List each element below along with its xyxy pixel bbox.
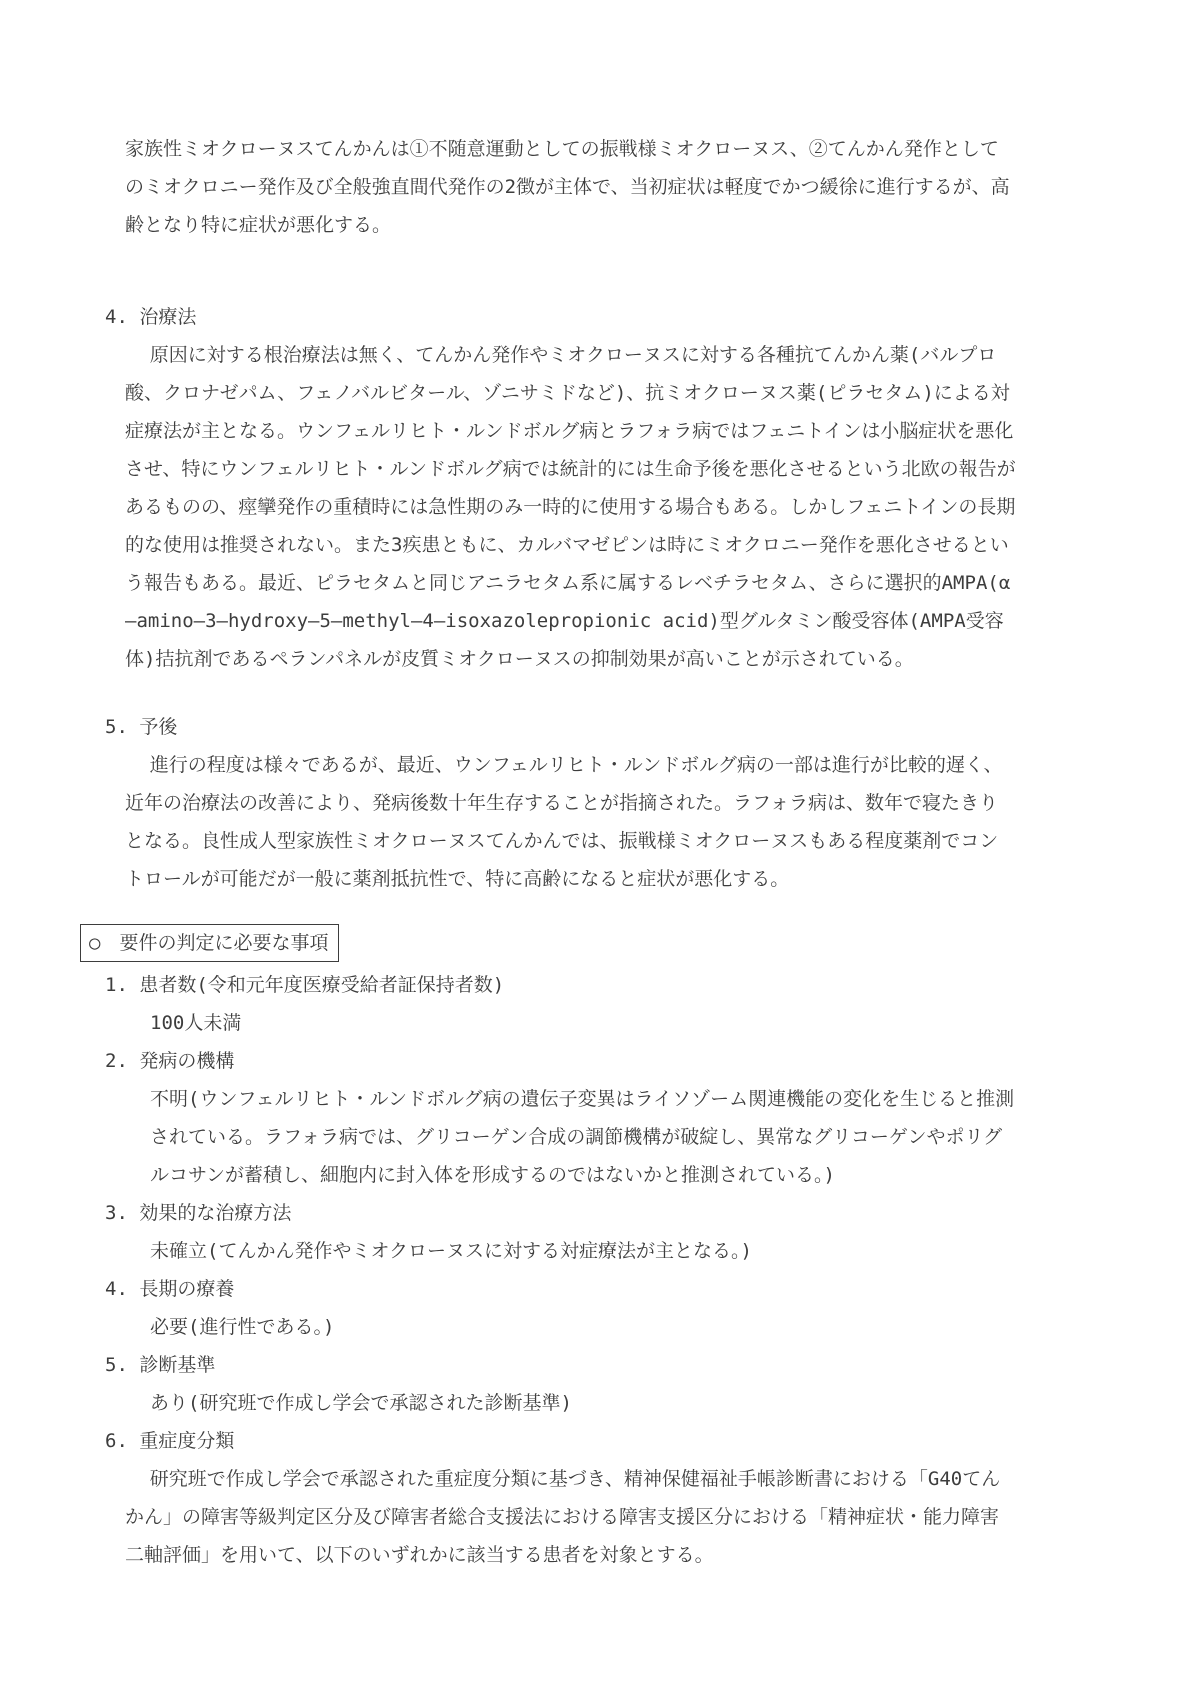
requirement-item-3-label: 3. 効果的な治療方法 — [105, 1202, 292, 1224]
requirement-item-2-label: 2. 発病の機構 — [105, 1050, 235, 1072]
requirement-item-5-label: 5. 診断基準 — [105, 1354, 216, 1376]
requirement-item-2-body: 不明(ウンフェルリヒト・ルンドボルグ病の遺伝子変異はライソゾーム関連機能の変化を生じると推測されている。ラフォラ病では、グリコーゲン合成の調節機構が破綻し、異常なグリコーゲンやポリグルコサンが蓄積し、細胞内に封入体を形成するのではないかと推測されている。) — [150, 1088, 1015, 1186]
requirement-item-4-label: 4. 長期の療養 — [105, 1278, 235, 1300]
requirement-item-long-term-care — [105, 1270, 1016, 1346]
requirement-item-1-label: 1. 患者数(令和元年度医療受給者証保持者数) — [105, 974, 505, 996]
section-prognosis-heading: 5. 予後 — [105, 716, 178, 738]
section-treatment-heading: 4. 治療法 — [105, 306, 197, 328]
requirements-section — [89, 924, 1016, 1574]
requirement-item-severity-classification — [105, 1422, 1016, 1574]
section-prognosis — [105, 708, 1016, 898]
requirement-item-6-label: 6. 重症度分類 — [105, 1430, 235, 1452]
requirements-heading-wrap — [80, 924, 1016, 962]
section-prognosis-body: 進行の程度は様々であるが、最近、ウンフェルリヒト・ルンドボルグ病の一部は進行が比較的遅く、近年の治療法の改善により、発病後数十年生存することが指摘された。ラフォラ病は、数年で寝たきりとなる。良性成人型家族性ミオクローヌスてんかんでは、振戦様ミオクローヌスもある程度薬剤でコントロールが可能だが一般に薬剤抵抗性で、特に高齢になると症状が悪化する。 — [125, 754, 1003, 890]
requirement-item-diagnostic-criteria — [105, 1346, 1016, 1422]
requirements-heading: ○ 要件の判定に必要な事項 — [80, 924, 339, 962]
section-treatment-body: 原因に対する根治療法は無く、てんかん発作やミオクローヌスに対する各種抗てんかん薬(バルプロ酸、クロナゼパム、フェノバルビタール、ゾニサミドなど)、抗ミオクローヌス薬(ピラセタム)による対症療法が主となる。ウンフェルリヒト・ルンドボルグ病とラフォラ病ではフェニトインは小脳症状を悪化させ、特にウンフェルリヒト・ルンドボルグ病では統計的には生命予後を悪化させるという北欧の報告があるものの、痙攣発作の重積時には急性期のみ一時的に使用する場合もある。しかしフェニトインの長期的な使用は推奨されない。また3疾患ともに、カルバマゼピンは時にミオクロニー発作を悪化させるという報告もある。最近、ピラセタムと同じアニラセタム系に属するレベチラセタム、さらに選択的AMPA(α—amino—3—hydroxy—5—methyl—4—isoxazolepropionic acid)型グルタミン酸受容体(AMPA受容体)拮抗剤であるペランパネルが皮質ミオクローヌスの抑制効果が高いことが示されている。 — [125, 344, 1016, 670]
requirement-item-6-body: 研究班で作成し学会で承認された重症度分類に基づき、精神保健福祉手帳診断書における「G40てんかん」の障害等級判定区分及び障害者総合支援法における障害支援区分における「精神症状・能力障害二軸評価」を用いて、以下のいずれかに該当する患者を対象とする。 — [125, 1468, 1001, 1566]
section-treatment — [105, 298, 1016, 678]
intro-paragraph: 家族性ミオクローヌスてんかんは①不随意運動としての振戦様ミオクローヌス、②てんかん発作としてのミオクロニー発作及び全般強直間代発作の2徴が主体で、当初症状は軽度でかつ緩徐に進行するが、高齢となり特に症状が悪化する。 — [125, 138, 1010, 236]
requirement-item-4-body: 必要(進行性である。) — [150, 1316, 335, 1338]
requirement-item-patient-count — [105, 966, 1016, 1042]
requirement-item-5-body: あり(研究班で作成し学会で承認された診断基準) — [150, 1392, 572, 1414]
requirement-item-3-body: 未確立(てんかん発作やミオクローヌスに対する対症療法が主となる。) — [150, 1240, 752, 1262]
requirement-item-1-body: 100人未満 — [150, 1012, 242, 1034]
requirement-item-mechanism — [105, 1042, 1016, 1194]
requirement-item-treatment — [105, 1194, 1016, 1270]
